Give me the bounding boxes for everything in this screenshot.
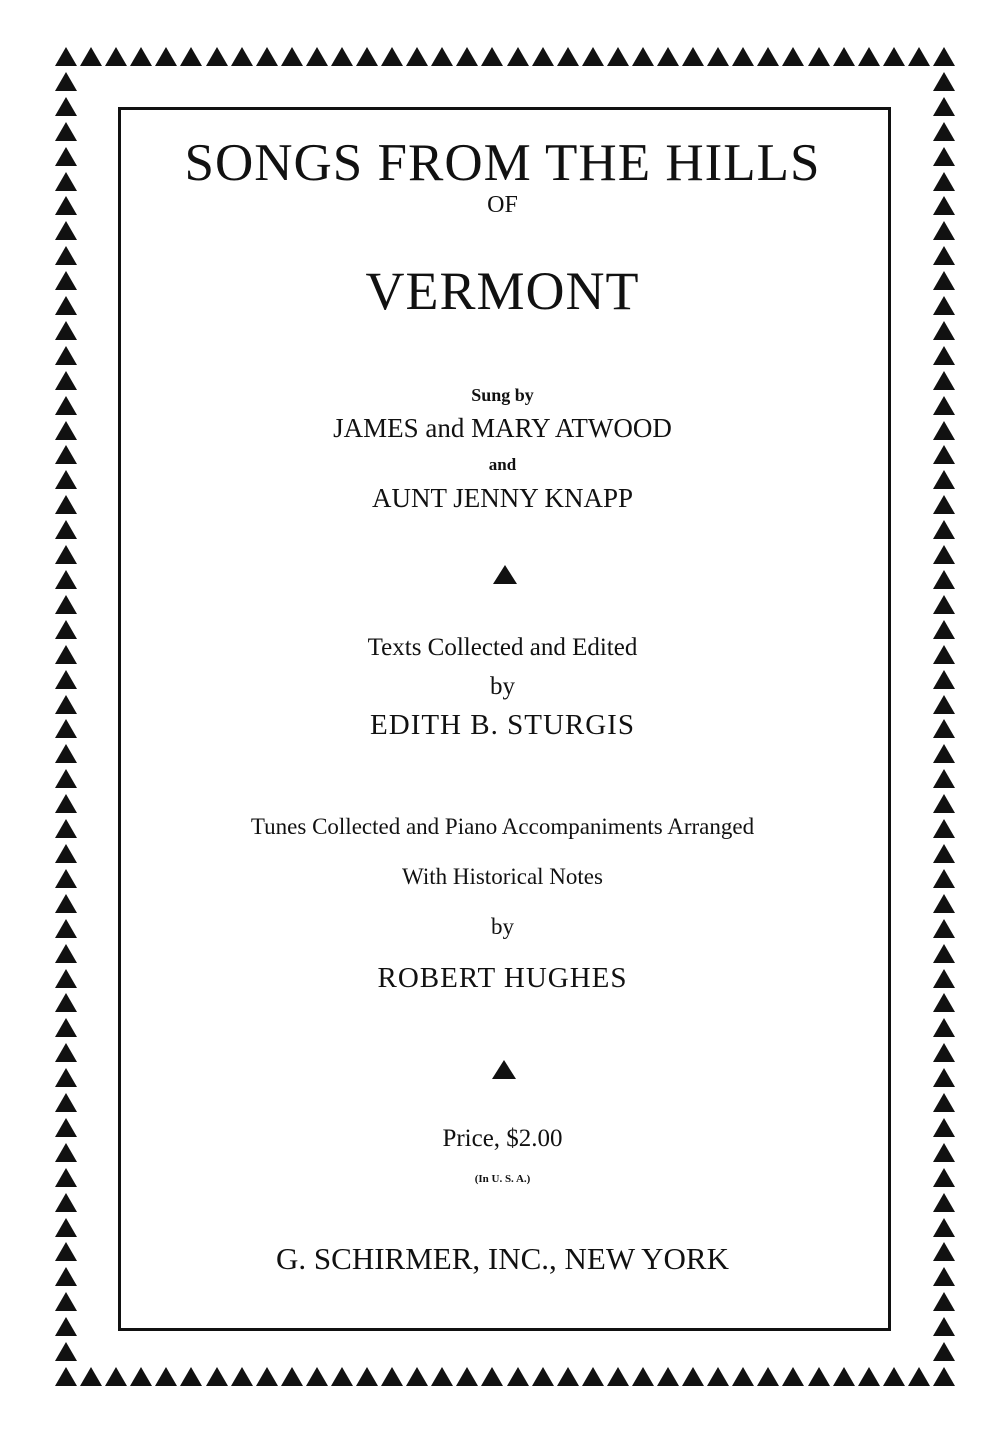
triangle-icon [456,47,478,66]
triangle-icon [933,769,955,788]
triangle-icon [55,1193,77,1212]
texts-editor: EDITH B. STURGIS [370,709,635,741]
triangle-icon [757,1367,779,1386]
triangle-icon [582,1367,604,1386]
triangle-icon [406,1367,428,1386]
triangle-icon [933,570,955,589]
triangle-icon [632,1367,654,1386]
triangle-icon [933,72,955,91]
triangle-icon [331,1367,353,1386]
triangle-icon [507,47,529,66]
separator-triangle-icon [492,1060,516,1079]
triangle-icon [281,47,303,66]
triangle-icon [306,47,328,66]
triangle-icon [55,769,77,788]
triangle-icon [105,1367,127,1386]
triangle-icon [908,47,930,66]
triangle-icon [55,1093,77,1112]
triangle-icon [808,47,830,66]
triangle-icon [206,47,228,66]
triangle-icon [557,1367,579,1386]
triangle-icon [933,1367,955,1386]
triangle-icon [55,1018,77,1037]
triangle-icon [933,97,955,116]
triangle-icon [557,47,579,66]
triangle-icon [782,47,804,66]
triangle-icon [883,1367,905,1386]
triangle-icon [933,1018,955,1037]
triangle-icon [356,47,378,66]
triangle-icon [833,1367,855,1386]
triangle-icon [130,47,152,66]
triangle-icon [55,993,77,1012]
triangle-icon [55,221,77,240]
triangle-icon [55,744,77,763]
triangle-icon [180,1367,202,1386]
triangle-icon [933,944,955,963]
triangle-icon [933,545,955,564]
triangle-icon [381,47,403,66]
triangle-icon [55,321,77,340]
triangle-icon [933,1342,955,1361]
triangle-icon [933,993,955,1012]
triangle-icon [707,1367,729,1386]
triangle-icon [933,595,955,614]
triangle-icon [858,1367,880,1386]
triangle-icon [55,47,77,66]
triangle-icon [55,944,77,963]
triangle-icon [256,47,278,66]
triangle-icon [155,47,177,66]
title-of: OF [487,192,518,218]
triangle-icon [933,844,955,863]
triangle-icon [55,1218,77,1237]
triangle-icon [732,47,754,66]
title-line-1: SONGS FROM THE HILLS [184,134,821,192]
triangle-icon [55,97,77,116]
tunes-by: by [491,914,514,939]
triangle-icon [933,221,955,240]
triangle-icon [180,47,202,66]
triangle-icon [532,1367,554,1386]
triangle-icon [130,1367,152,1386]
triangle-icon [933,47,955,66]
triangle-icon [80,47,102,66]
tunes-credit: Tunes Collected and Piano Accompaniments Arranged [250,814,755,839]
triangle-icon [732,1367,754,1386]
triangle-icon [933,1218,955,1237]
triangle-icon [55,1317,77,1336]
triangle-icon [231,1367,253,1386]
triangle-icon [456,1367,478,1386]
triangle-icon [55,346,77,365]
triangle-icon [908,1367,930,1386]
triangle-icon [105,47,127,66]
triangle-icon [55,1367,77,1386]
triangle-icon [481,1367,503,1386]
publisher: G. SCHIRMER, INC., NEW YORK [276,1241,729,1276]
triangle-icon [933,1193,955,1212]
triangle-icon [883,47,905,66]
triangle-icon [55,570,77,589]
triangle-icon [933,794,955,813]
triangle-icon [55,72,77,91]
triangle-icon [55,595,77,614]
triangle-icon [55,1292,77,1311]
price-region: (In U. S. A.) [474,1173,531,1185]
triangle-icon [833,47,855,66]
triangle-icon [933,1292,955,1311]
triangle-icon [431,47,453,66]
triangle-icon [481,47,503,66]
sung-by-label: Sung by [471,385,534,405]
price: Price, $2.00 [442,1125,563,1152]
triangle-icon [155,1367,177,1386]
triangle-icon [55,844,77,863]
triangle-icon [55,1043,77,1062]
singers-line-2: AUNT JENNY KNAPP [371,483,634,513]
triangle-icon [858,47,880,66]
triangle-icon [782,1367,804,1386]
triangle-icon [632,47,654,66]
triangle-icon [607,1367,629,1386]
triangle-icon [406,47,428,66]
texts-credit: Texts Collected and Edited [367,634,638,661]
triangle-icon [582,47,604,66]
triangle-icon [657,1367,679,1386]
triangle-icon [682,47,704,66]
triangle-icon [933,1068,955,1087]
triangle-icon [933,1093,955,1112]
triangle-icon [933,321,955,340]
triangle-icon [933,1317,955,1336]
triangle-icon [933,346,955,365]
triangle-icon [607,47,629,66]
singers-and: and [488,455,517,474]
triangle-icon [381,1367,403,1386]
triangle-icon [532,47,554,66]
tunes-arranger: ROBERT HUGHES [377,962,628,994]
triangle-icon [507,1367,529,1386]
triangle-icon [55,545,77,564]
singers-line-1: JAMES and MARY ATWOOD [333,413,672,443]
triangle-icon [231,47,253,66]
triangle-icon [55,794,77,813]
tunes-notes: With Historical Notes [402,864,603,889]
triangle-icon [757,47,779,66]
triangle-icon [808,1367,830,1386]
triangle-icon [281,1367,303,1386]
triangle-icon [657,47,679,66]
triangle-icon [55,520,77,539]
triangle-icon [206,1367,228,1386]
triangle-icon [55,1068,77,1087]
triangle-icon [933,894,955,913]
triangle-icon [431,1367,453,1386]
triangle-icon [356,1367,378,1386]
texts-by: by [490,673,515,700]
triangle-icon [933,1043,955,1062]
triangle-icon [55,1342,77,1361]
triangle-icon [933,744,955,763]
triangle-icon [933,520,955,539]
title-line-2: VERMONT [365,261,640,321]
triangle-icon [707,47,729,66]
triangle-icon [331,47,353,66]
separator-triangle-icon [493,565,517,584]
triangle-icon [306,1367,328,1386]
triangle-icon [55,894,77,913]
triangle-icon [80,1367,102,1386]
triangle-icon [256,1367,278,1386]
triangle-icon [682,1367,704,1386]
